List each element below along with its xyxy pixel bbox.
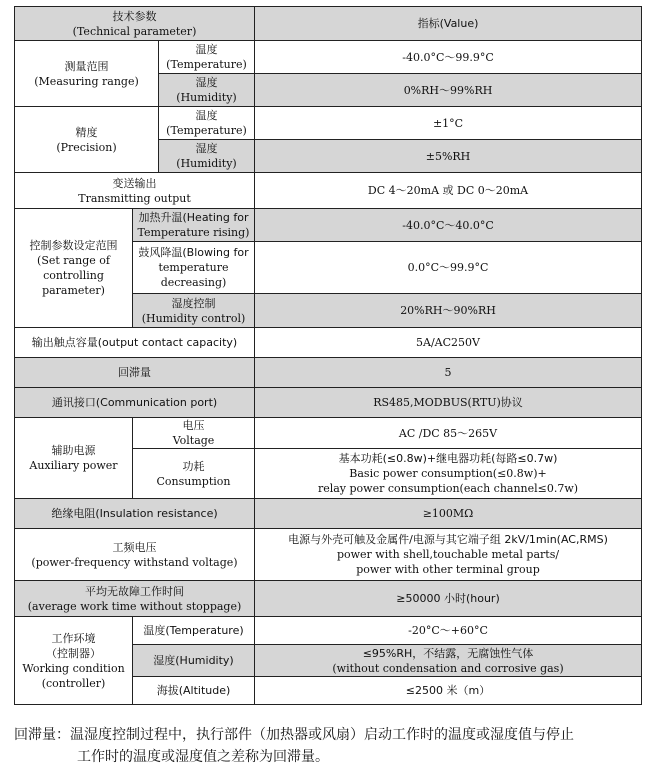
aux-label-zh: 辅助电源 <box>51 444 96 457</box>
contact-value: 5A/AC250V <box>255 328 642 358</box>
ctrl-label-l1: 控制参数设定范围 <box>29 239 118 252</box>
range-hum-zh: 湿度 <box>195 76 218 89</box>
cons-value-l2: Basic power consumption(≤0.8w)+ <box>349 467 547 480</box>
mtbf-value: ≥50000 小时(hour) <box>255 581 642 617</box>
ins-label: 绝缘电阻(Insulation resistance) <box>15 499 255 529</box>
range-label-zh: 测量范围 <box>64 59 109 73</box>
table-row <box>15 173 642 209</box>
env-hum-value-cell <box>255 645 642 677</box>
range-temp-en: (Temperature) <box>166 58 247 71</box>
cons-label-zh: 功耗 <box>182 459 205 473</box>
cons-value-l3: relay power consumption(each channel≤0.7w) <box>317 482 579 495</box>
cons-label-en: Consumption <box>156 474 231 488</box>
prec-temp-value: ±1°C <box>255 107 642 140</box>
prec-label-en: (Precision) <box>56 140 117 154</box>
prec-temp-en: (Temperature) <box>166 124 247 137</box>
note-line-1: 回滞量：温湿度控制过程中，执行部件（加热器或风扇）启动工作时的温度或湿度值与停止 <box>14 727 574 743</box>
heat-value: -40.0°C～40.0°C <box>255 209 642 242</box>
env-label-l1: 工作环境 <box>51 631 96 645</box>
range-label-en: (Measuring range) <box>34 74 139 88</box>
cons-value-cell <box>255 449 642 499</box>
table-row <box>15 209 642 242</box>
pf-value-l1: 电源与外壳可触及金属件/电源与其它端子组 2kV/1min(AC,RMS) <box>288 533 608 546</box>
prec-hum-en: (Humidity) <box>176 157 237 170</box>
table-row <box>15 529 642 581</box>
prec-hum-value: ±5%RH <box>255 140 642 173</box>
prec-temp-label-cell <box>159 107 255 140</box>
header-param-cell <box>15 7 255 41</box>
env-hum-label: 湿度(Humidity) <box>133 645 255 677</box>
env-alt-label: 海拔(Altitude) <box>133 677 255 705</box>
humctrl-label-zh: 湿度控制 <box>171 296 216 310</box>
volt-label-cell <box>133 418 255 449</box>
env-hum-value-l2: (without condensation and corrosive gas) <box>332 661 564 675</box>
table-row <box>15 358 642 388</box>
volt-value: AC /DC 85～265V <box>255 418 642 449</box>
cons-label-cell <box>133 449 255 499</box>
table-row <box>15 499 642 529</box>
pf-label-cell <box>15 529 255 581</box>
heat-label-cell <box>133 209 255 242</box>
env-temp-value: -20°C～+60°C <box>255 617 642 645</box>
comm-value: RS485,MODBUS(RTU)协议 <box>255 388 642 418</box>
volt-label-en: Voltage <box>172 434 215 447</box>
table-row <box>15 41 642 74</box>
table-row <box>15 617 642 645</box>
env-label-l3: Working condition <box>22 661 125 675</box>
comm-label: 通讯接口(Communication port) <box>15 388 255 418</box>
range-temp-zh: 温度 <box>195 43 218 56</box>
prec-hum-zh: 湿度 <box>195 142 218 155</box>
env-hum-value-l1: ≤95%RH，不结露，无腐蚀性气体 <box>362 646 534 660</box>
trans-value: DC 4～20mA 或 DC 0～20mA <box>255 173 642 209</box>
blow-label-l1: 鼓风降温(Blowing for <box>138 246 249 259</box>
range-hum-value: 0%RH～99%RH <box>255 74 642 107</box>
trans-label-cell <box>15 173 255 209</box>
trans-label-en: Transmitting output <box>78 191 191 205</box>
pf-label-zh: 工频电压 <box>112 540 157 554</box>
blow-label-cell <box>133 242 255 294</box>
cons-value-l1: 基本功耗(≤0.8w)+继电器功耗(每路≤0.7w) <box>338 452 558 465</box>
pf-value-l2: power with shell,touchable metal parts/ <box>336 548 560 561</box>
ctrl-label-l2: (Set range of <box>37 254 110 267</box>
table-row <box>15 107 642 140</box>
note-line-2: 工作时的温度或湿度值之差称为回滞量。 <box>77 749 329 765</box>
header-value: 指标(Value) <box>417 17 479 30</box>
env-label-l4: (controller) <box>41 676 106 690</box>
table-row <box>15 418 642 449</box>
humctrl-value: 20%RH～90%RH <box>255 294 642 328</box>
env-alt-value: ≤2500 米（m） <box>255 677 642 705</box>
env-label-cell <box>15 617 133 705</box>
header-param-en: (Technical parameter) <box>72 24 197 38</box>
contact-label: 输出触点容量(output contact capacity) <box>15 328 255 358</box>
blow-label-l3: decreasing) <box>160 276 227 289</box>
humctrl-label-cell <box>133 294 255 328</box>
ctrl-label-l3: controlling <box>43 269 104 282</box>
spec-table <box>14 6 642 705</box>
ctrl-label-cell <box>15 209 133 328</box>
env-temp-label: 温度(Temperature) <box>133 617 255 645</box>
prec-label-cell <box>15 107 159 173</box>
prec-label-zh: 精度 <box>75 125 98 139</box>
blow-value: 0.0°C～99.9°C <box>255 242 642 294</box>
trans-label-zh: 变送输出 <box>112 176 157 190</box>
table-header-row <box>15 7 642 41</box>
pf-value-l3: power with other terminal group <box>356 563 540 576</box>
header-param-zh: 技术参数 <box>112 9 157 23</box>
volt-label-zh: 电压 <box>182 419 205 432</box>
range-hum-label-cell <box>159 74 255 107</box>
pf-value-cell <box>255 529 642 581</box>
blow-label-l2: temperature <box>158 261 229 274</box>
hyst-label: 回滞量 <box>15 358 255 388</box>
pf-label-en: (power-frequency withstand voltage) <box>31 555 238 569</box>
prec-temp-zh: 温度 <box>195 109 218 122</box>
heat-label-l2: Temperature rising) <box>137 226 250 239</box>
aux-label-cell <box>15 418 133 499</box>
heat-label-l1: 加热升温(Heating for <box>138 211 249 224</box>
range-temp-value: -40.0°C～99.9°C <box>255 41 642 74</box>
range-hum-en: (Humidity) <box>176 91 237 104</box>
aux-label-en: Auxiliary power <box>29 459 118 472</box>
mtbf-label-en: (average work time without stoppage) <box>27 599 242 613</box>
ins-value: ≥100MΩ <box>255 499 642 529</box>
table-row <box>15 581 642 617</box>
ctrl-label-l4: parameter) <box>42 284 105 297</box>
hyst-value: 5 <box>255 358 642 388</box>
table-row <box>15 328 642 358</box>
prec-hum-label-cell <box>159 140 255 173</box>
range-temp-label-cell <box>159 41 255 74</box>
header-value-cell <box>255 7 642 41</box>
mtbf-label-zh: 平均无故障工作时间 <box>85 584 184 598</box>
env-label-l2: （控制器） <box>46 646 101 660</box>
mtbf-label-cell <box>15 581 255 617</box>
table-row <box>15 388 642 418</box>
hysteresis-note <box>14 724 644 768</box>
humctrl-label-en: (Humidity control) <box>141 311 246 325</box>
range-label-cell <box>15 41 159 107</box>
